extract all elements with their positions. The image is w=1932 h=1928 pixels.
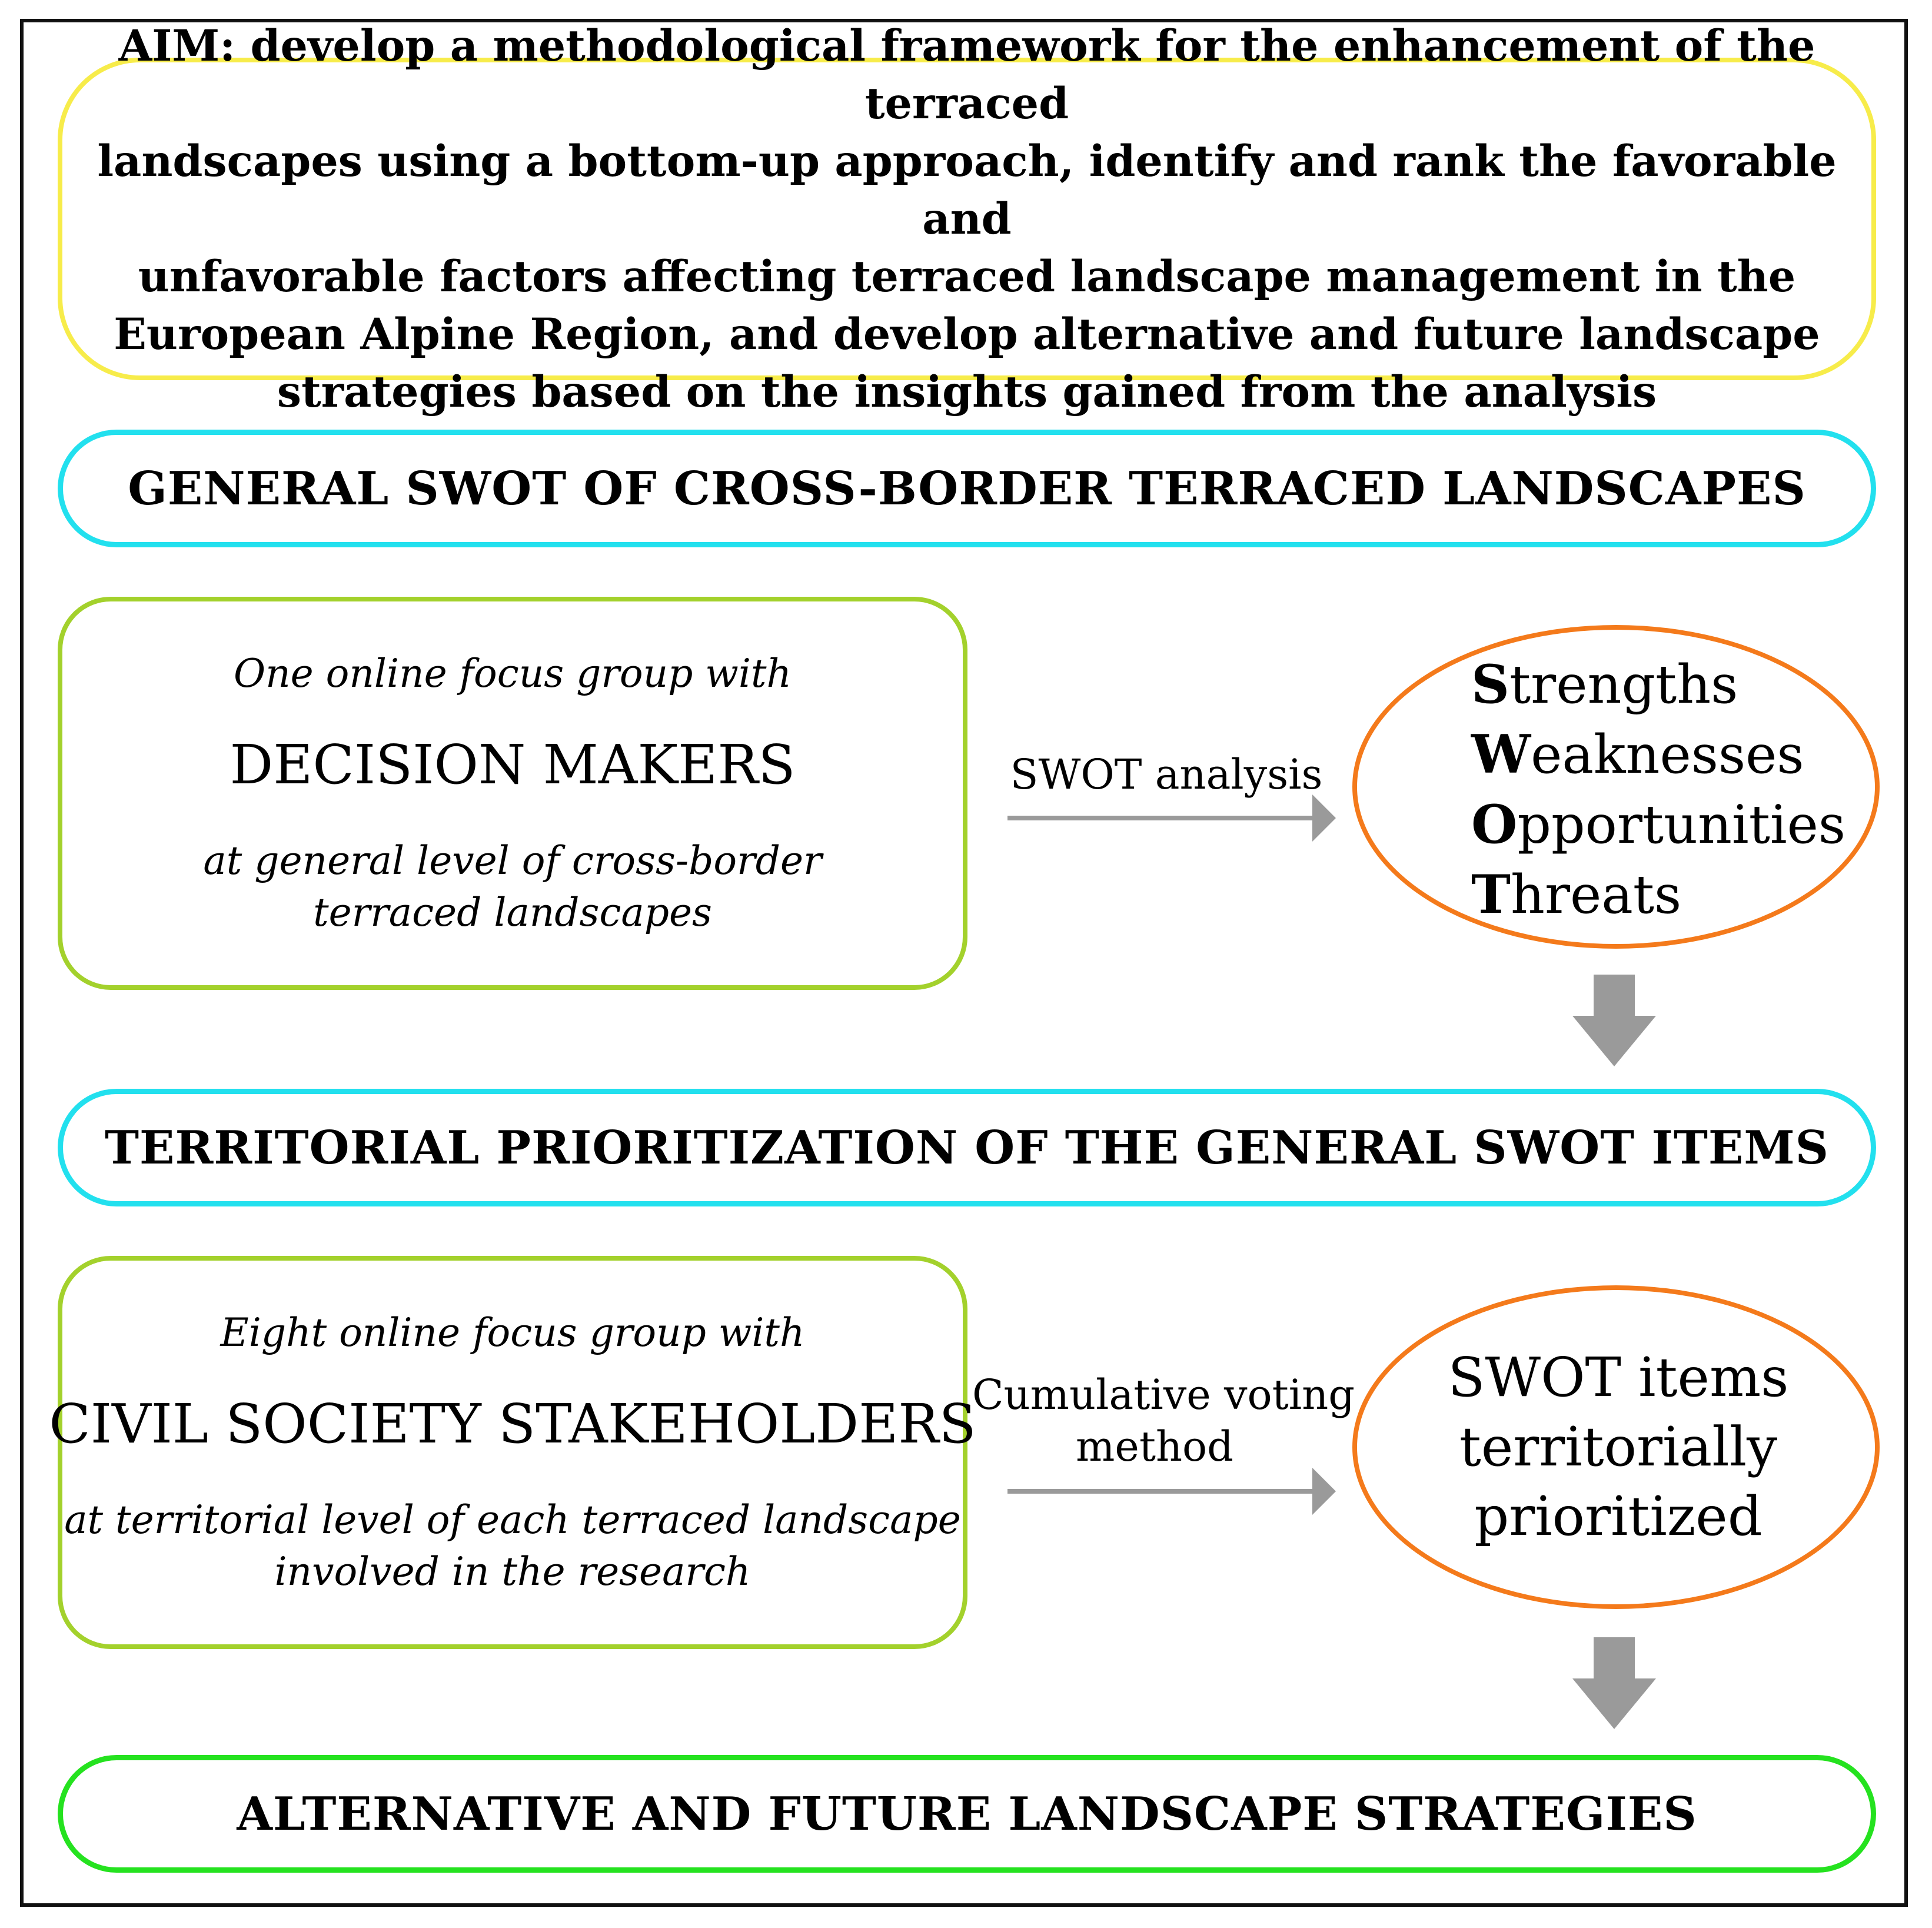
stage3-title: ALTERNATIVE AND FUTURE LANDSCAPE STRATEGIES: [237, 1787, 1697, 1841]
down-arrow-1: [1572, 975, 1656, 1066]
aim-line: strategies based on the insights gained from the analysis: [277, 367, 1657, 417]
aim-line: unfavorable factors affecting terraced landscape management in the: [138, 251, 1796, 302]
swot-rest: pportunities: [1517, 794, 1846, 856]
decision-makers-label: DECISION MAKERS: [230, 733, 796, 796]
civil-society-label: CIVIL SOCIETY STAKEHOLDERS: [49, 1392, 976, 1455]
stage2-title: TERRITORIAL PRIORITIZATION OF THE GENERAL SWOT ITEMS: [104, 1121, 1829, 1175]
swot-analysis-label: SWOT analysis: [1010, 750, 1323, 799]
swot-analysis-arrow-head: [1312, 795, 1336, 842]
stage1-title: GENERAL SWOT OF CROSS-BORDER TERRACED LANDSCAPES: [128, 461, 1806, 516]
method-line: method: [1076, 1422, 1233, 1471]
aim-line: landscapes using a bottom-up approach, identify and rank the favorable and: [97, 136, 1837, 244]
method-line: Cumulative voting: [972, 1371, 1355, 1419]
decision-makers-intro: One online focus group with: [233, 651, 792, 696]
civil-society-intro: Eight online focus group with: [220, 1310, 805, 1355]
scope-line: involved in the research: [274, 1549, 751, 1594]
swot-rest: trengths: [1509, 654, 1738, 716]
swot-initial: S: [1471, 653, 1509, 716]
scope-line: at general level of cross-border: [203, 838, 822, 883]
swot-initial: W: [1471, 723, 1531, 786]
aim-line: AIM: develop a methodological framework for the enhancement of the terraced: [118, 21, 1815, 129]
swot-rest: hreats: [1510, 864, 1682, 926]
scope-line: terraced landscapes: [313, 890, 712, 935]
swot-initial: O: [1471, 793, 1518, 856]
prioritized-line: SWOT items: [1448, 1346, 1789, 1409]
prioritized-line: prioritized: [1474, 1485, 1763, 1548]
scope-line: at territorial level of each terraced landscape: [64, 1497, 961, 1543]
swot-rest: eaknesses: [1531, 724, 1804, 786]
swot-initial: T: [1471, 863, 1511, 926]
prioritized-line: territorially: [1459, 1415, 1778, 1478]
aim-line: European Alpine Region, and develop alternative and future landscape: [114, 309, 1820, 360]
down-arrow-2: [1572, 1637, 1656, 1729]
cumulative-voting-arrow-head: [1312, 1468, 1336, 1515]
